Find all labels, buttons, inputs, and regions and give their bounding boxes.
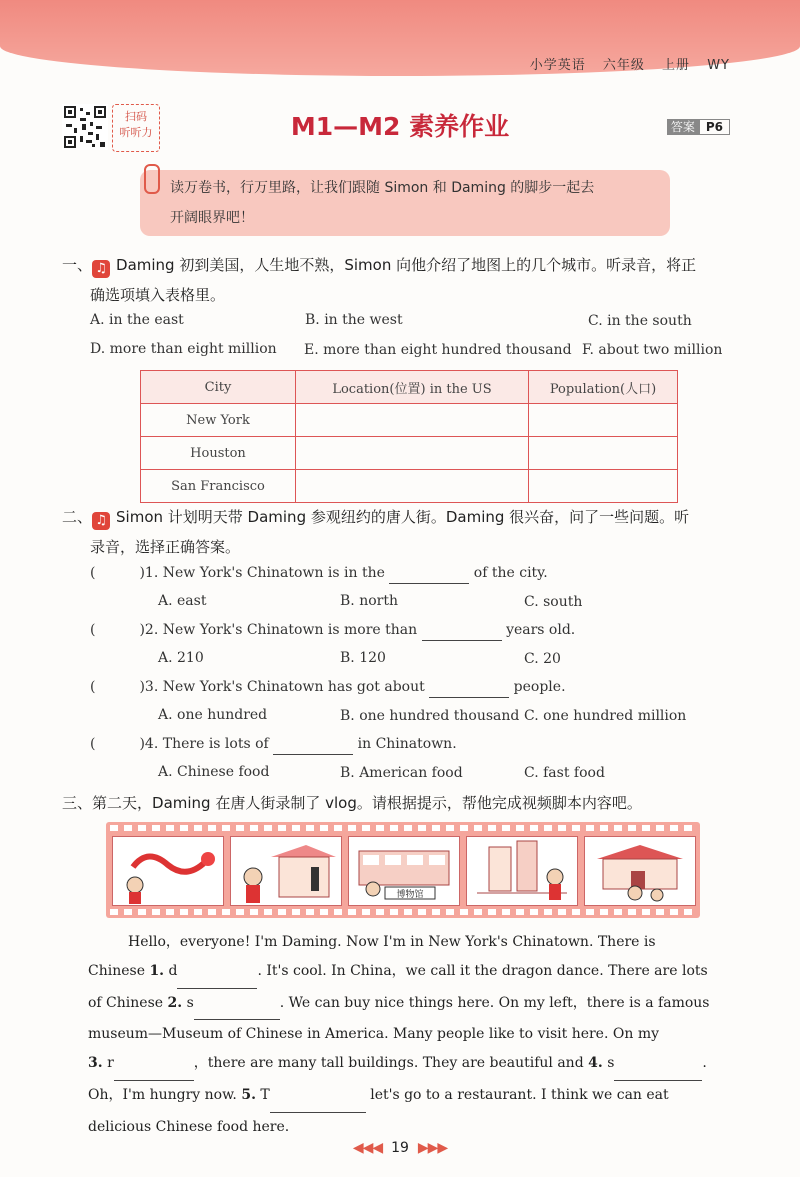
table-row: Houston	[141, 437, 678, 470]
option-a: A. in the east	[90, 312, 184, 328]
answer-blank[interactable]	[270, 1083, 366, 1113]
prev-arrows-icon: ◀◀◀	[352, 1140, 383, 1156]
question-2: ( )2. New York's Chinatown is more than years old.	[90, 622, 575, 641]
series-info	[518, 54, 730, 73]
table-header-row: City Location(位置) in the US Population(人口)	[141, 371, 678, 404]
volume: 上册	[662, 58, 691, 73]
question-3: ( )3. New York's Chinatown has got about people.	[90, 679, 566, 698]
museum-image	[348, 836, 460, 906]
question-4: ( )4. There is lots of in Chinatown.	[90, 736, 457, 755]
section-2-heading: 二、 ♫ Simon 计划明天带 Daming 参观纽约的唐人街。Daming 很兴奋，问了一些问题。听 录音，选择正确答案。	[62, 508, 690, 556]
choice-b[interactable]: B. north	[340, 593, 398, 609]
option-d: D. more than eight million	[90, 341, 277, 357]
location-cell[interactable]	[296, 437, 529, 470]
vlog-passage: Hello，everyone! I'm Daming. Now I'm in New York's Chinatown. There is Chinese 1. d . It's cool. In China，we call it the dragon dance. There are lots of Chinese 2. s . We can buy nice things here. On my left，there is a famous museum—Museum of Chinese in America. Many people like to visit here. On my 3. r ，there are many tall buildings. They are beautiful and 4. s . Oh，I'm hungry now. 5. T let's go to a restaurant. I think we can eat delicious Chinese food here.	[88, 934, 710, 1135]
location-cell[interactable]	[296, 404, 529, 437]
page-title: M1—M2 素养作业	[290, 112, 510, 141]
dragon-dance-image	[112, 836, 224, 906]
headphones-icon[interactable]: ♫	[92, 512, 110, 530]
page-number: ◀◀◀ 19 ▶▶▶	[352, 1140, 448, 1156]
tall-buildings-image	[466, 836, 578, 906]
option-c: C. in the south	[588, 313, 692, 329]
option-b: B. in the west	[305, 312, 403, 328]
edition: WY	[707, 58, 730, 73]
population-cell[interactable]	[529, 470, 678, 503]
population-cell[interactable]	[529, 404, 678, 437]
choice-c[interactable]: C. south	[524, 594, 583, 610]
choice-a[interactable]: A. one hundred	[158, 707, 268, 723]
choice-b[interactable]: B. one hundred thousand	[340, 708, 520, 724]
choice-a[interactable]: A. east	[158, 593, 207, 609]
option-e: E. more than eight hundred thousand	[304, 342, 572, 358]
choice-c[interactable]: C. one hundred million	[524, 708, 687, 724]
choice-b[interactable]: B. American food	[340, 765, 463, 781]
choice-b[interactable]: B. 120	[340, 650, 386, 666]
location-cell[interactable]	[296, 470, 529, 503]
answer-blank[interactable]	[114, 1051, 194, 1081]
choice-c[interactable]: C. fast food	[524, 765, 605, 781]
paperclip-icon	[144, 164, 160, 194]
table-row: New York	[141, 404, 678, 437]
vlog-filmstrip	[106, 822, 700, 918]
question-1: ( )1. New York's Chinatown is in the of the city.	[90, 565, 548, 584]
subject: 小学英语	[529, 58, 586, 73]
grade: 六年级	[602, 58, 645, 73]
restaurant-image	[584, 836, 696, 906]
answer-blank[interactable]	[273, 738, 353, 755]
scan-listen-label: 扫码 听听力	[112, 104, 160, 152]
shop-street-image	[230, 836, 342, 906]
answer-blank[interactable]	[429, 681, 509, 698]
answer-blank[interactable]	[177, 959, 257, 989]
next-arrows-icon: ▶▶▶	[417, 1140, 448, 1156]
answer-blank[interactable]	[194, 991, 280, 1021]
table-row: San Francisco	[141, 470, 678, 503]
museum-sign: 博物馆	[396, 890, 424, 900]
choice-c[interactable]: C. 20	[524, 651, 561, 667]
choice-a[interactable]: A. 210	[158, 650, 204, 666]
headphones-icon[interactable]: ♫	[92, 260, 110, 278]
population-cell[interactable]	[529, 437, 678, 470]
answer-blank[interactable]	[389, 567, 469, 584]
answer-blank[interactable]	[422, 624, 502, 641]
choice-a[interactable]: A. Chinese food	[158, 764, 270, 780]
section-1-heading: 一、 ♫ Daming 初到美国，人生地不熟，Simon 向他介绍了地图上的几个城市。听录音，将正 确选项填入表格里。	[62, 256, 697, 304]
city-table	[140, 370, 678, 503]
option-f: F. about two million	[582, 342, 723, 358]
intro-banner: 读万卷书，行万里路，让我们跟随 Simon 和 Daming 的脚步一起去 开阔眼界吧！	[140, 170, 670, 236]
section-3-heading: 三、第二天，Daming 在唐人街录制了 vlog。请根据提示，帮他完成视频脚本内容吧。	[62, 794, 642, 812]
answer-blank[interactable]	[614, 1051, 702, 1081]
answer-reference: 答案 P6	[667, 118, 730, 135]
